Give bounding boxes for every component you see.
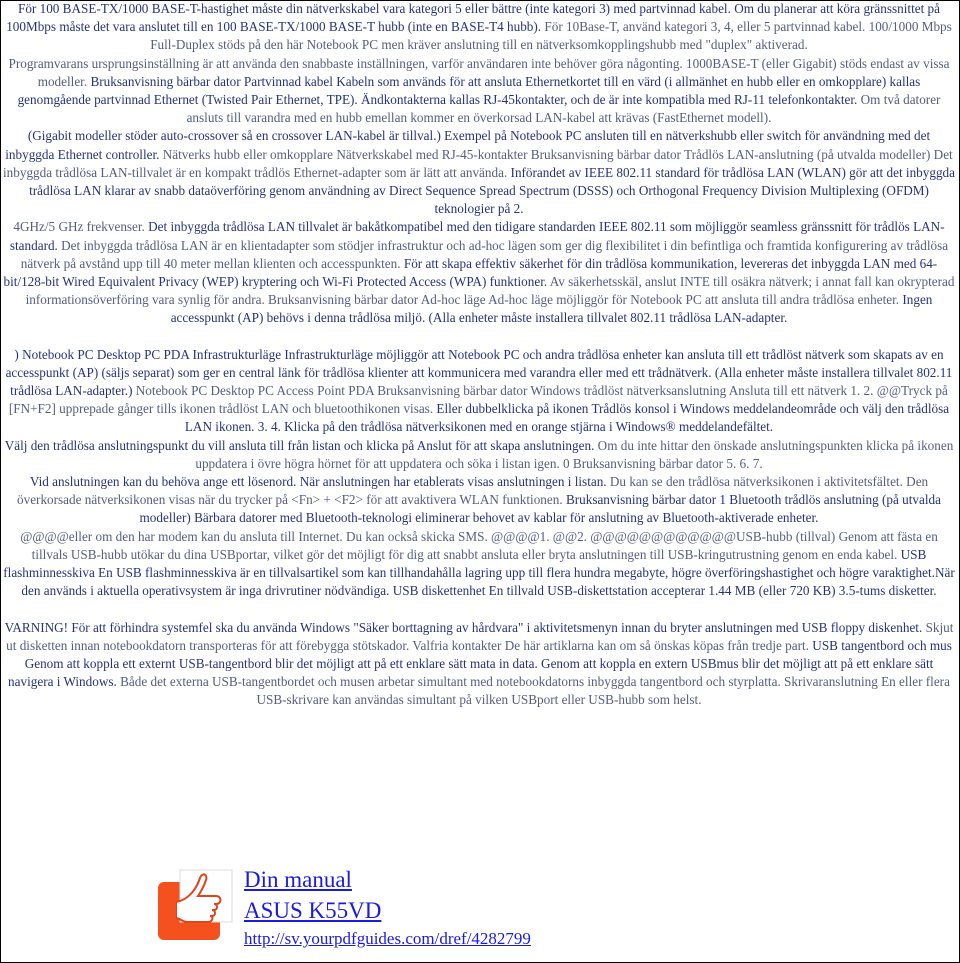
text-segment: För 10Base-T, använd kategori 3, 4, eller 5 partvinnad kabel. 100/1000 Mbps Full-Duplex stöds på den här Notebook PC men kräver anslutning till en nätverksomkopplingshubb med "duplex" aktiverad. [150, 19, 952, 53]
text-segment: Införandet av IEEE 802.11 standard för trådlösa LAN (WLAN) gör att det inbyggda trådlösa LAN klarar av snabb dataöverföring genom användning av Direct Sequence Spread Spectrum (DSSS) och Orthogonal Frequency Division Multiplexing (OFDM) teknologier på 2. [29, 164, 955, 217]
pdf-icon-cuff [162, 900, 176, 924]
manual-url-link[interactable]: http://sv.yourpdfguides.com/dref/4282799 [244, 929, 531, 948]
text-segment: Både det externa USB-tangentbordet och musen arbetar simultant med notebookdatorns inbyggda tangentbord och styrplatta. Skrivaranslutning En eller flera USB-skrivare kan användas simultant på vilken USBport eller USB-hubb som helst. [120, 674, 950, 708]
text-segment: USB flashminnesskiva En USB flashminnesskiva är en tillvalsartikel som kan tillhandahålla lagring upp till flera hundra megabyte, högre överföringshastighet och högre varaktighet.När den används i aktuella operativsystem är inga drivrutiner nödvändiga. USB diskettenhet En tillvald USB-diskettstation accepterar 1.44 MB (eller 720 KB) 3.5-tums disketter. [3, 546, 955, 599]
text-segment: @@@@eller om den har modem kan du ansluta till Internet. Du kan också skicka SMS. @@@@1. @@2. @@@@@@@@@@@@USB-hubb (tillval) Genom att fästa en tillvals USB-hubb utökar du dina USBportar, vilket gör det möjligt för dig att snabbt ansluta eller bryta anslutningen till USB-kringutrustning genom en enda kabel. [20, 528, 938, 562]
text-segment: Det inbyggda trådlösa LAN tillvalet är bakåtkompatibel med den tidigare standarden IEEE 802.11 som möjliggör seamless gränssnitt för trådlös LAN-standard. [9, 219, 945, 253]
text-segment: Skjut ut disketten innan notebookdatorn transporteras för att förebygga stötskador. Valfria kontakter De här artiklarna kan om så önskas köpas från tredje part. [6, 619, 954, 653]
din-manual-link[interactable]: Din manual [244, 867, 352, 892]
text-segment: Vid anslutningen kan du behöva ange ett lösenord. När anslutningen har etablerats visas anslutningen i listan. [29, 474, 610, 490]
text-segment: Eller dubbelklicka på ikonen Trådlös konsol i Windows meddelandeområde och välj den trådlösa LAN ikonen. 3. 4. Klicka på den trådlösa nätverksikonen med en orange stjärna i Windows® meddelandefältet. [184, 401, 950, 435]
text-segment: ) Notebook PC Desktop PC PDA Infrastrukturläge Infrastrukturläge möjliggör att Notebook PC och andra trådlösa enheter kan ansluta till ett trådlöst nätverk som skapats av en accesspunkt (AP) (säljs separat) som ger en central länk för trådlösa klienter att kommunicera med varandra eller med ett trådnätverk. (Alla enheter måste installera tillvalet 802.11 trådlösa LAN-adapter.) [5, 346, 953, 399]
text-segment: Bruksanvisning bärbar dator 1 Bluetooth trådlös anslutning (på utvalda modeller) Bärbara datorer med Bluetooth-teknologi eliminerar behovet av kablar för anslutning av Bluetooth-aktiverade enheter. [139, 492, 941, 526]
text-segment: Välj den trådlösa anslutningspunkt du vill ansluta till från listan och klicka på Anslut för att skapa anslutningen. [4, 437, 598, 453]
text-segment: Du kan se den trådlösa nätverksikonen i aktivitetsfältet. Den överkorsade nätverksikonen visas när du trycker på <Fn> + <F2> för att avaktivera WLAN funktionen. [17, 474, 929, 508]
document-paragraph [3, 437, 955, 473]
document-paragraph [3, 619, 955, 710]
text-segment: 4GHz/5 GHz frekvenser. [13, 219, 149, 235]
paragraph-gap [3, 328, 955, 346]
text-segment: Programvarans ursprungsinställning är att använda den snabbaste inställningen, varför användaren inte behöver göra någonting. 1000BASE-T (eller Gigabit) stöds endast av vissa modeller. [8, 55, 950, 89]
manual-footer [158, 862, 598, 954]
document-paragraph [3, 127, 955, 218]
pdf-document-icon [158, 866, 234, 940]
document-paragraph [3, 218, 955, 327]
text-segment: Nätverks hubb eller omkopplare Nätverkskabel med RJ-45-kontakter Bruksanvisning bärbar dator Trådlös LAN-anslutning (på utvalda modeller) Det inbyggda trådlösa LAN-tillvalet är en kompakt trådlös Ethernet-adapter som är lätt att använda. [3, 146, 953, 180]
text-segment: (Gigabit modeller stöder auto-crossover så en crossover LAN-kabel är tillval.) Exempel på Notebook PC ansluten till en nätverkshubb eller switch för användning med det inbyggda Ethernet controller. [5, 128, 931, 162]
document-paragraph [3, 528, 955, 601]
text-segment: För att skapa effektiv säkerhet för din trådlösa kommunikation, levereras det inbyggda LAN med 64-bit/128-bit Wired Equivalent Privacy (WEP) kryptering och Wi-Fi Protected Access (WPA) funktioner. [3, 255, 938, 290]
text-segment: VARNING! För att förhindra systemfel ska du använda Windows "Säker borttagning av hårdvara" i aktivitetsmenyn innan du bryter anslutningen med USB floppy diskenhet. [4, 619, 926, 635]
document-paragraph [3, 0, 955, 55]
text-segment: Av säkerhetsskäl, anslut INTE till osäkra nätverk; i annat fall kan okrypterad informationsöverföring vara synlig för andra. Bruksanvisning bärbar dator Ad-hoc läge Ad-hoc läge möjliggör för Notebook PC att ansluta till andra trådlösa enheter. [25, 274, 955, 308]
text-segment: Om två datorer ansluts till varandra med en hubb emellan kommer en överkorsad LAN-kabel att krävas (FastEthernet modell). [186, 92, 941, 126]
text-segment: För 100 BASE-TX/1000 BASE-T-hastighet måste din nätverkskabel vara kategori 5 eller bättre (inte kategori 3) med partvinnad kabel. Om du planerar att köra gränssnittet på 100Mbps måste det vara anslutet till en 100 BASE-TX/1000 BASE-T hubb (inte en BASE-T4 hubb). [6, 1, 940, 35]
text-segment: Bruksanvisning bärbar dator Partvinnad kabel Kabeln som används för att ansluta Ethernetkortet till en värd (i allmänhet en hubb eller en omkopplare) kallas genomgående partvinnad Ethernet (Twisted Pair Ethernet, TPE). Ändkontakterna kallas RJ-45kontakter, och de är inte kompatibla med RJ-11 telefonkontakter. [17, 73, 921, 108]
document-paragraph [3, 55, 955, 128]
document-paragraph [3, 473, 955, 528]
text-segment: USB tangentbord och mus Genom att koppla ett externt USB-tangentbord blir det möjligt att på ett enklare sätt mata in data. Genom att koppla en extern USBmus blir det möjligt att på ett enklare sätt navigera i Windows. [8, 637, 952, 690]
model-name-link[interactable]: ASUS K55VD [244, 898, 382, 923]
document-paragraph [3, 346, 955, 437]
text-segment: Ingen accesspunkt (AP) behövs i denna trådlösa miljö. (Alla enheter måste installera tillvalet 802.11 trådlösa LAN-adapter. [170, 292, 933, 326]
text-segment: Om du inte hittar den önskade anslutningspunkten klicka på ikonen uppdatera i övre högra hörnet för att uppdatera och söka i listan igen. 0 Bruksanvisning bärbar dator 5. 6. 7. [195, 437, 954, 471]
paragraph-gap [3, 601, 955, 619]
text-segment: Notebook PC Desktop PC Access Point PDA Bruksanvisning bärbar dator Windows trådlöst nätverksanslutning Ansluta till ett nätverk 1. 2. @@Tryck på [FN+F2] upprepade gånger tills ikonen trådlöst LAN och bluetoothikonen visas. [8, 383, 948, 417]
text-segment: Det inbyggda trådlösa LAN är en klientadapter som stödjer infrastruktur och ad-hoc lägen som ger dig flexibilitet i din befintliga och framtida konfigurering av trådlösa nätverk på avstånd upp till 40 meter mellan klienten och accesspunkten. [20, 237, 949, 271]
document-body [3, 0, 955, 710]
